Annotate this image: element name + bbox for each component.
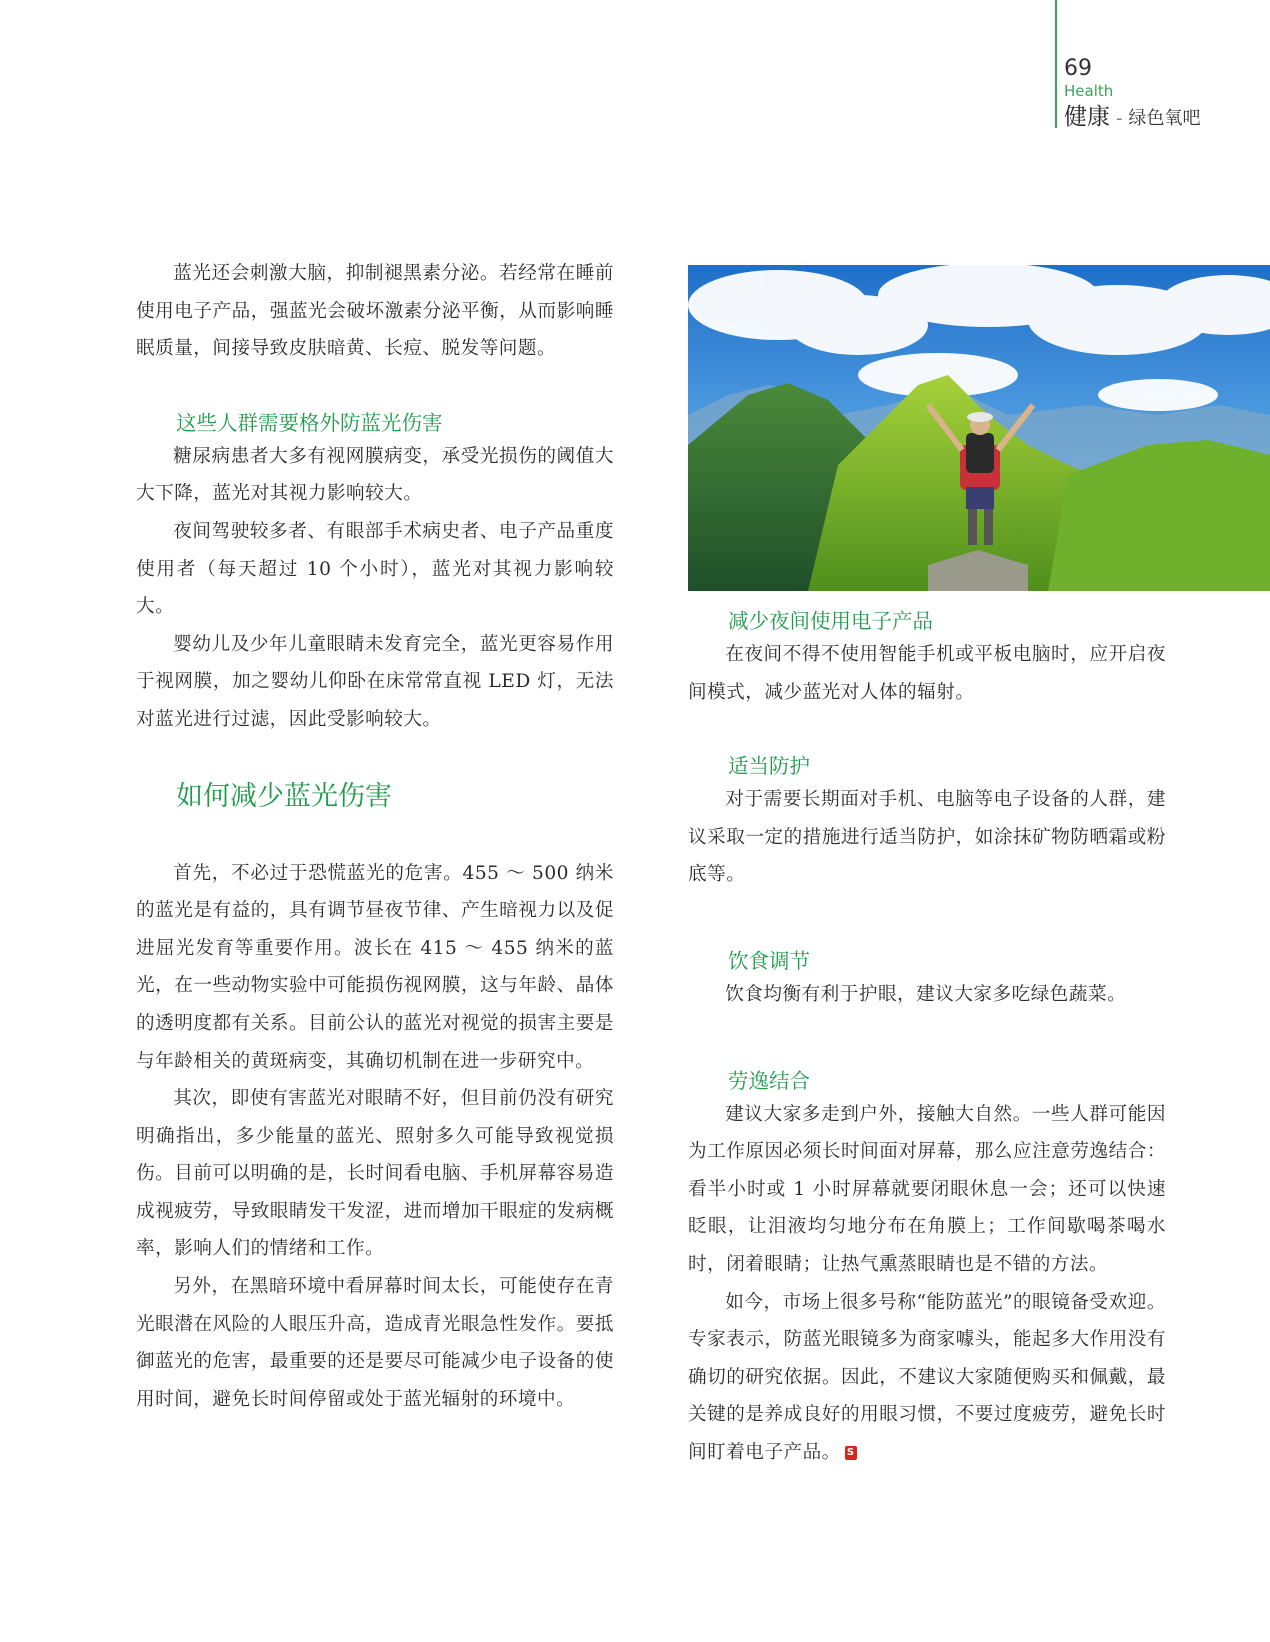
- paragraph-night-mode: 在夜间不得不使用智能手机或平板电脑时，应开启夜间模式，减少蓝光对人体的辐射。: [688, 644, 1166, 703]
- heading-diet: 饮食调节: [728, 948, 810, 973]
- header-rule: [1055, 0, 1057, 128]
- section-title-cn: [1064, 102, 1201, 134]
- paragraph-melatonin: 蓝光还会刺激大脑，抑制褪黑素分泌。若经常在睡前使用电子产品，强蓝光会破坏激素分泌平衡，从而影响睡眠质量，间接导致皮肤暗黄、长痘、脱发等问题。: [136, 263, 614, 360]
- right-column: [688, 606, 1166, 1472]
- heading-reduce-night-use: 减少夜间使用电子产品: [728, 609, 933, 633]
- page-number: 69: [1064, 56, 1092, 81]
- paragraph-night-drivers: 夜间驾驶较多者、有眼部手术病史者、电子产品重度使用者（每天超过 10 个小时），蓝光对其视力影响较大。: [136, 520, 614, 618]
- paragraph-children: 婴幼儿及少年儿童眼睛未发育完全，蓝光更容易作用于视网膜，加之婴幼儿仰卧在床常常直视 LED 灯，无法对蓝光进行过滤，因此受影响较大。: [136, 633, 614, 730]
- section-dash: -: [1116, 108, 1123, 129]
- heading-at-risk-groups: 这些人群需要格外防蓝光伤害: [176, 410, 443, 435]
- mountain-hiker-photo: [688, 265, 1270, 591]
- section-title-en: Health: [1064, 82, 1114, 100]
- left-column: [136, 255, 614, 1418]
- heading-how-to-reduce: 如何减少蓝光伤害: [176, 780, 392, 812]
- paragraph-second: 其次，即使有害蓝光对眼睛不好，但目前仍没有研究明确指出，多少能量的蓝光、照射多久可能导致视觉损伤。目前可以明确的是，长时间看电脑、手机屏幕容易造成视疲劳，导致眼睛发干发涩，进而增加干眼症的发病概率，影响人们的情绪和工作。: [136, 1088, 614, 1260]
- column-name: 绿色氧吧: [1128, 108, 1201, 129]
- heading-work-rest: 劳逸结合: [728, 1068, 810, 1093]
- paragraph-third: 另外，在黑暗环境中看屏幕时间太长，可能使存在青光眼潜在风险的人眼压升高，造成青光眼急性发作。要抵御蓝光的危害，最重要的还是要尽可能减少电子设备的使用时间，避免长时间停留或处于蓝光辐射的环境中。: [136, 1276, 614, 1410]
- paragraph-glasses-text: 如今，市场上很多号称“能防蓝光”的眼镜备受欢迎。专家表示，防蓝光眼镜多为商家噱头，能起多大作用没有确切的研究依据。因此，不建议大家随便购买和佩戴，最关键的是养成良好的用眼习惯，不要过度疲劳，避免长时间盯着电子产品。: [688, 1291, 1166, 1463]
- section-name: 健康: [1064, 104, 1110, 130]
- end-mark-icon: S: [845, 1446, 857, 1460]
- paragraph-diabetes: 糖尿病患者大多有视网膜病变，承受光损伤的阈值大大下降，蓝光对其视力影响较大。: [136, 445, 614, 505]
- paragraph-glasses: [688, 1284, 1166, 1472]
- paragraph-diet: 饮食均衡有利于护眼，建议大家多吃绿色蔬菜。: [725, 983, 1127, 1005]
- paragraph-protection: 对于需要长期面对手机、电脑等电子设备的人群，建议采取一定的措施进行适当防护，如涂抹矿物防晒霜或粉底等。: [688, 789, 1166, 886]
- paragraph-first: 首先，不必过于恐慌蓝光的危害。455 ～ 500 纳米的蓝光是有益的，具有调节昼夜节律、产生暗视力以及促进屈光发育等重要作用。波长在 415 ～ 455 纳米的蓝光，在一些动物实验中可能损伤视网膜，这与年龄、晶体的透明度都有关系。目前公认的蓝光对视觉的损害主要是与年龄相关的黄斑病变，其确切机制在进一步研究中。: [136, 862, 614, 1072]
- heading-protection: 适当防护: [728, 754, 810, 779]
- photo-illustration: [688, 265, 1270, 591]
- paragraph-work-rest: 建议大家多走到户外，接触大自然。一些人群可能因为工作原因必须长时间面对屏幕，那么应注意劳逸结合：看半小时或 1 小时屏幕就要闭眼休息一会；还可以快速眨眼，让泪液均匀地分布在角膜上；工作间歇喝茶喝水时，闭着眼睛；让热气熏蒸眼睛也是不错的方法。: [688, 1103, 1166, 1275]
